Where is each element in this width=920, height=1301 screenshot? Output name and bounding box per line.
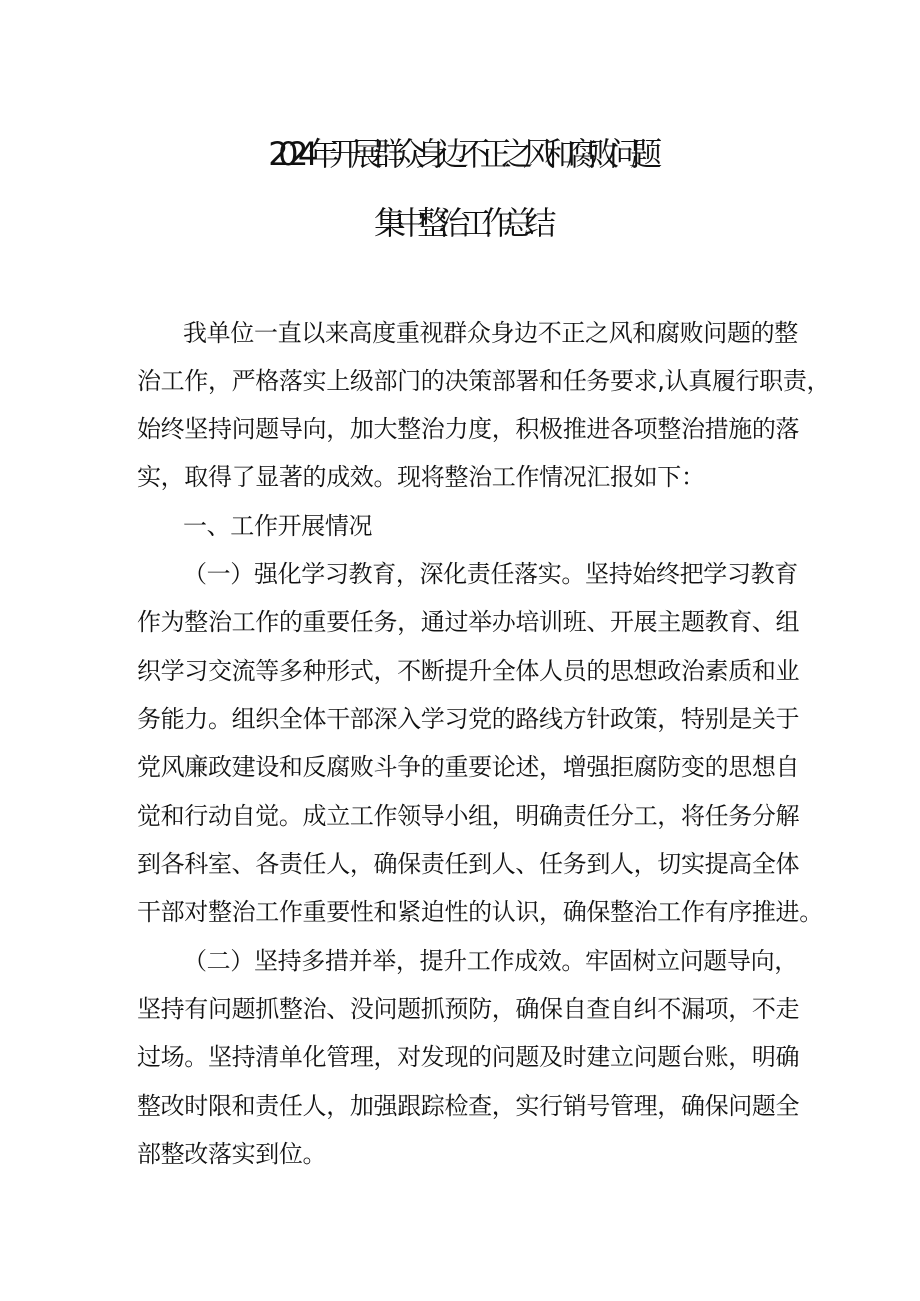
subsection-1-line: 作为整治工作的重要任务，通过举办培训班、开展主题教育、组 xyxy=(137,608,800,636)
document-title-line-2: 集中整治工作总结 xyxy=(373,204,546,242)
subsection-1-line: 到各科室、各责任人，确保责任到人、任务到人，切实提高全体 xyxy=(137,850,800,878)
subsection-1-line: 觉和行动自觉。成立工作领导小组，明确责任分工，将任务分解 xyxy=(137,802,800,830)
subsection-1-line: 党风廉政建设和反腐败斗争的重要论述，增强拒腐防变的思想自 xyxy=(137,753,800,781)
section-heading: 一、工作开展情况 xyxy=(183,512,373,540)
subsection-1-line: 干部对整治工作重要性和紧迫性的认识，确保整治工作有序推进。 xyxy=(137,898,823,926)
document-title-line-1: 2024年开展群众身边不正之风和腐败问题 xyxy=(268,135,652,173)
subsection-1-line: 织学习交流等多种形式，不断提升全体人员的思想政治素质和业 xyxy=(137,657,800,685)
subsection-2-line: 整改时限和责任人，加强跟踪检查，实行销号管理，确保问题全 xyxy=(137,1092,800,1120)
subsection-2-line: 部整改落实到位。 xyxy=(137,1140,327,1168)
intro-paragraph-line: 实，取得了显著的成效。现将整治工作情况汇报如下： xyxy=(137,463,705,491)
intro-paragraph-line: 始终坚持问题导向，加大整治力度，积极推进各项整治措施的落 xyxy=(137,415,800,443)
intro-paragraph-line: 治工作，严格落实上级部门的决策部署和任务要求,认真履行职责， xyxy=(137,367,831,395)
subsection-2-line: （二）坚持多措并举，提升工作成效。牢固树立问题导向， xyxy=(183,947,798,975)
intro-paragraph-line: 我单位一直以来高度重视群众身边不正之风和腐败问题的整 xyxy=(183,319,798,347)
subsection-1-line: 务能力。组织全体干部深入学习党的路线方针政策，特别是关于 xyxy=(137,705,800,733)
subsection-1-line: （一）强化学习教育，深化责任落实。坚持始终把学习教育 xyxy=(183,560,798,588)
subsection-2-line: 过场。坚持清单化管理，对发现的问题及时建立问题台账，明确 xyxy=(137,1043,800,1071)
subsection-2-line: 坚持有问题抓整治、没问题抓预防，确保自查自纠不漏项，不走 xyxy=(137,995,800,1023)
